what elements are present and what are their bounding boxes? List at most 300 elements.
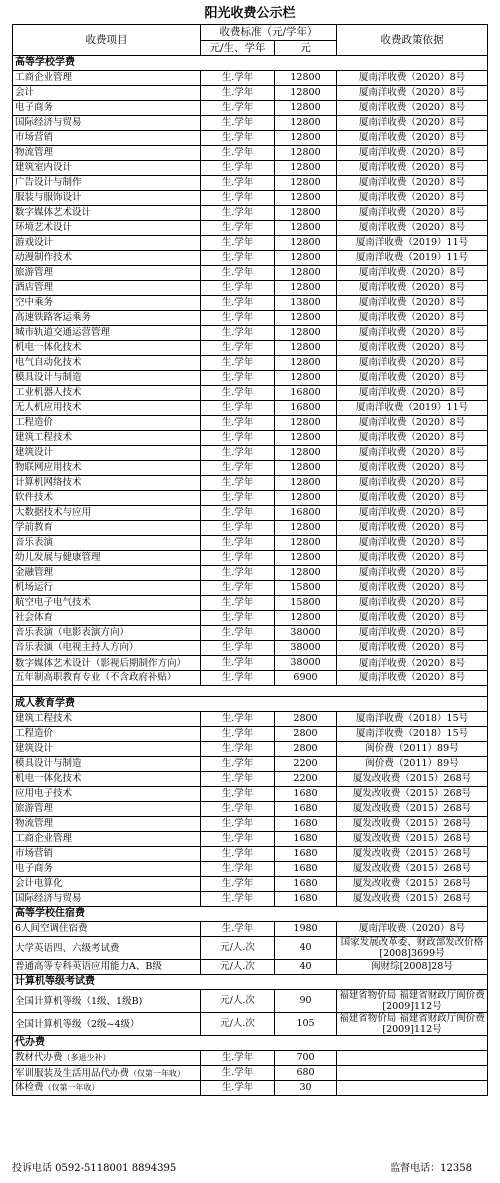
table-row bbox=[13, 446, 488, 461]
item-name: 会计 bbox=[15, 87, 35, 98]
table-row bbox=[13, 712, 488, 727]
cell-unit: 生.学年 bbox=[201, 296, 275, 311]
cell-unit: 生.学年 bbox=[201, 236, 275, 251]
table-row bbox=[13, 161, 488, 176]
cell-basis: 厦发改收费（2015）268号 bbox=[337, 892, 488, 907]
item-name: 空中乘务 bbox=[15, 297, 54, 308]
cell-basis: 厦南洋收费（2020）8号 bbox=[337, 326, 488, 341]
table-row bbox=[13, 832, 488, 847]
cell-basis: 福建省物价局 福建省财政厅闽价费[2009]112号 bbox=[337, 1013, 488, 1036]
cell-amount: 12800 bbox=[275, 71, 337, 86]
item-name: 国际经济与贸易 bbox=[15, 117, 82, 128]
table-row bbox=[13, 611, 488, 626]
item-name: 音乐表演 bbox=[15, 537, 54, 548]
table-row bbox=[13, 101, 488, 116]
cell-unit: 生.学年 bbox=[201, 131, 275, 146]
item-name: 机电一体化技术 bbox=[15, 773, 82, 784]
cell-amount: 12800 bbox=[275, 221, 337, 236]
cell-amount: 1680 bbox=[275, 892, 337, 907]
item-name: 建筑工程技术 bbox=[15, 432, 73, 443]
table-row bbox=[13, 326, 488, 341]
cell-amount: 12800 bbox=[275, 116, 337, 131]
cell-unit: 生.学年 bbox=[201, 787, 275, 802]
cell-unit: 生.学年 bbox=[201, 491, 275, 506]
cell-item bbox=[13, 326, 201, 341]
cell-amount: 12800 bbox=[275, 176, 337, 191]
cell-amount: 12800 bbox=[275, 86, 337, 101]
cell-basis: 厦南洋收费（2020）8号 bbox=[337, 296, 488, 311]
item-name: 物流管理 bbox=[15, 818, 54, 829]
cell-item bbox=[13, 787, 201, 802]
cell-basis: 厦南洋收费（2020）8号 bbox=[337, 922, 488, 937]
cell-basis: 厦南洋收费（2020）8号 bbox=[337, 71, 488, 86]
cell-basis: 厦南洋收费（2019）11号 bbox=[337, 401, 488, 416]
item-name: 金融管理 bbox=[15, 567, 54, 578]
cell-basis: 厦南洋收费（2020）8号 bbox=[337, 521, 488, 536]
cell-item bbox=[13, 506, 201, 521]
item-name: 工程造价 bbox=[15, 417, 54, 428]
item-name: 建筑设计 bbox=[15, 447, 54, 458]
cell-item bbox=[13, 341, 201, 356]
cell-item bbox=[13, 817, 201, 832]
item-name: 数字媒体艺术设计 bbox=[15, 207, 92, 218]
cell-basis: 厦南洋收费（2020）8号 bbox=[337, 656, 488, 671]
table-row bbox=[13, 960, 488, 975]
section-title: 代办费 bbox=[13, 1036, 488, 1051]
cell-item bbox=[13, 371, 201, 386]
item-name: 市场营销 bbox=[15, 132, 54, 143]
cell-basis: 厦南洋收费（2020）8号 bbox=[337, 206, 488, 221]
cell-basis: 厦发改收费（2015）268号 bbox=[337, 877, 488, 892]
item-name: 城市轨道交通运营管理 bbox=[15, 327, 111, 338]
cell-unit: 元/人.次 bbox=[201, 1013, 275, 1036]
cell-basis: 厦南洋收费（2020）8号 bbox=[337, 596, 488, 611]
cell-unit: 生.学年 bbox=[201, 161, 275, 176]
section-gap bbox=[13, 686, 488, 697]
table-row bbox=[13, 191, 488, 206]
cell-unit: 生.学年 bbox=[201, 596, 275, 611]
cell-basis: 福建省物价局 福建省财政厅闽价费[2009]112号 bbox=[337, 990, 488, 1013]
cell-unit: 生.学年 bbox=[201, 371, 275, 386]
complaint-phone: 投诉电话 0592-5118001 8894395 bbox=[12, 1163, 177, 1174]
cell-basis: 厦南洋收费（2020）8号 bbox=[337, 581, 488, 596]
cell-basis: 闽财综[2008]28号 bbox=[337, 960, 488, 975]
cell-item bbox=[13, 86, 201, 101]
cell-basis: 厦发改收费（2015）268号 bbox=[337, 832, 488, 847]
cell-basis: 厦南洋收费（2019）11号 bbox=[337, 236, 488, 251]
cell-unit: 生.学年 bbox=[201, 101, 275, 116]
cell-unit: 生.学年 bbox=[201, 802, 275, 817]
table-row bbox=[13, 757, 488, 772]
cell-unit: 生.学年 bbox=[201, 146, 275, 161]
cell-item bbox=[13, 356, 201, 371]
cell-item bbox=[13, 757, 201, 772]
cell-item bbox=[13, 446, 201, 461]
item-name: 建筑工程技术 bbox=[15, 713, 73, 724]
cell-amount: 1680 bbox=[275, 802, 337, 817]
cell-amount: 1680 bbox=[275, 877, 337, 892]
table-row bbox=[13, 431, 488, 446]
cell-basis: 厦发改收费（2015）268号 bbox=[337, 862, 488, 877]
table-header-row bbox=[13, 25, 488, 41]
cell-item bbox=[13, 461, 201, 476]
item-name: 物流管理 bbox=[15, 147, 54, 158]
header-item: 收费项目 bbox=[13, 25, 201, 56]
table-row bbox=[13, 641, 488, 656]
cell-amount: 12800 bbox=[275, 266, 337, 281]
cell-unit: 生.学年 bbox=[201, 311, 275, 326]
item-name: 酒店管理 bbox=[15, 282, 54, 293]
item-name: 学前教育 bbox=[15, 522, 54, 533]
cell-unit: 生.学年 bbox=[201, 401, 275, 416]
fee-table bbox=[12, 24, 488, 1096]
cell-unit: 元/人.次 bbox=[201, 960, 275, 975]
cell-item bbox=[13, 251, 201, 266]
cell-amount: 2800 bbox=[275, 712, 337, 727]
cell-amount: 12800 bbox=[275, 416, 337, 431]
cell-amount: 1680 bbox=[275, 832, 337, 847]
cell-basis: 厦南洋收费（2020）8号 bbox=[337, 431, 488, 446]
cell-amount: 12800 bbox=[275, 491, 337, 506]
item-name: 大数据技术与应用 bbox=[15, 507, 92, 518]
cell-amount: 90 bbox=[275, 990, 337, 1013]
cell-amount: 12800 bbox=[275, 371, 337, 386]
cell-unit: 生.学年 bbox=[201, 176, 275, 191]
cell-unit: 生.学年 bbox=[201, 251, 275, 266]
table-row bbox=[13, 491, 488, 506]
cell-item bbox=[13, 431, 201, 446]
cell-basis: 厦南洋收费（2020）8号 bbox=[337, 191, 488, 206]
header-basis: 收费政策依据 bbox=[337, 25, 488, 56]
table-row bbox=[13, 131, 488, 146]
table-row bbox=[13, 251, 488, 266]
cell-item bbox=[13, 476, 201, 491]
item-note: （仅第一年收） bbox=[43, 1083, 100, 1092]
table-row bbox=[13, 1066, 488, 1081]
cell-basis: 国家发展改革委、财政部发改价格[2008]3699号 bbox=[337, 937, 488, 960]
cell-basis: 厦南洋收费（2020）8号 bbox=[337, 446, 488, 461]
cell-unit: 生.学年 bbox=[201, 266, 275, 281]
table-row bbox=[13, 772, 488, 787]
cell-basis: 厦南洋收费（2020）8号 bbox=[337, 461, 488, 476]
cell-item bbox=[13, 727, 201, 742]
cell-item bbox=[13, 401, 201, 416]
cell-unit: 生.学年 bbox=[201, 757, 275, 772]
cell-amount: 1680 bbox=[275, 862, 337, 877]
cell-item bbox=[13, 641, 201, 656]
cell-amount: 38000 bbox=[275, 641, 337, 656]
cell-unit: 生.学年 bbox=[201, 626, 275, 641]
cell-basis: 厦南洋收费（2020）8号 bbox=[337, 551, 488, 566]
table-row bbox=[13, 742, 488, 757]
cell-amount: 12800 bbox=[275, 281, 337, 296]
cell-amount: 12800 bbox=[275, 356, 337, 371]
cell-basis: 厦南洋收费（2020）8号 bbox=[337, 671, 488, 686]
cell-basis bbox=[337, 1066, 488, 1081]
cell-item bbox=[13, 626, 201, 641]
cell-item bbox=[13, 1051, 201, 1066]
cell-item bbox=[13, 712, 201, 727]
cell-unit: 生.学年 bbox=[201, 341, 275, 356]
table-row bbox=[13, 596, 488, 611]
cell-item bbox=[13, 416, 201, 431]
cell-amount: 12800 bbox=[275, 161, 337, 176]
table-row bbox=[13, 356, 488, 371]
cell-basis: 厦发改收费（2015）268号 bbox=[337, 787, 488, 802]
cell-amount: 2200 bbox=[275, 772, 337, 787]
cell-amount: 1980 bbox=[275, 922, 337, 937]
cell-unit: 生.学年 bbox=[201, 1066, 275, 1081]
cell-amount: 105 bbox=[275, 1013, 337, 1036]
item-name: 数字媒体艺术设计（影视后期制作方向） bbox=[15, 657, 187, 669]
cell-unit: 生.学年 bbox=[201, 566, 275, 581]
cell-basis: 厦南洋收费（2020）8号 bbox=[337, 371, 488, 386]
table-row bbox=[13, 877, 488, 892]
cell-item bbox=[13, 521, 201, 536]
cell-item bbox=[13, 877, 201, 892]
cell-unit: 元/人.次 bbox=[201, 990, 275, 1013]
cell-basis bbox=[337, 1081, 488, 1096]
cell-item bbox=[13, 671, 201, 686]
item-name: 建筑设计 bbox=[15, 743, 54, 754]
item-name: 服装与服饰设计 bbox=[15, 192, 82, 203]
table-row bbox=[13, 862, 488, 877]
cell-basis: 厦发改收费（2015）268号 bbox=[337, 802, 488, 817]
item-name: 游戏设计 bbox=[15, 237, 54, 248]
cell-amount: 13800 bbox=[275, 296, 337, 311]
table-row bbox=[13, 566, 488, 581]
item-name: 机电一体化技术 bbox=[15, 342, 82, 353]
table-row bbox=[13, 802, 488, 817]
cell-item bbox=[13, 862, 201, 877]
item-name: 6人间空调住宿费 bbox=[15, 923, 88, 934]
table-row bbox=[13, 236, 488, 251]
cell-item bbox=[13, 581, 201, 596]
cell-amount: 12800 bbox=[275, 566, 337, 581]
cell-amount: 2800 bbox=[275, 742, 337, 757]
cell-item bbox=[13, 656, 201, 671]
cell-unit: 生.学年 bbox=[201, 551, 275, 566]
cell-basis: 厦南洋收费（2020）8号 bbox=[337, 311, 488, 326]
item-name: 全国计算机等级（1级、1级B) bbox=[15, 995, 143, 1007]
section-title: 成人教育学费 bbox=[13, 697, 488, 712]
cell-unit: 生.学年 bbox=[201, 862, 275, 877]
table-row bbox=[13, 817, 488, 832]
cell-basis: 厦南洋收费（2020）8号 bbox=[337, 341, 488, 356]
cell-basis: 厦南洋收费（2020）8号 bbox=[337, 536, 488, 551]
item-name: 工程造价 bbox=[15, 728, 54, 739]
item-name: 广告设计与制作 bbox=[15, 177, 82, 188]
cell-item bbox=[13, 161, 201, 176]
cell-amount: 1680 bbox=[275, 787, 337, 802]
table-row bbox=[13, 1081, 488, 1096]
item-name: 全国计算机等级（2级~4级） bbox=[15, 1018, 140, 1030]
cell-basis: 厦南洋收费（2020）8号 bbox=[337, 416, 488, 431]
item-name: 软件技术 bbox=[15, 492, 54, 503]
cell-basis: 闽价费（2011）89号 bbox=[337, 742, 488, 757]
section-header-row bbox=[13, 56, 488, 71]
cell-item bbox=[13, 491, 201, 506]
item-name: 模具设计与制造 bbox=[15, 758, 82, 769]
cell-item bbox=[13, 386, 201, 401]
cell-item bbox=[13, 772, 201, 787]
item-name: 大学英语四、六级考试费 bbox=[15, 942, 120, 954]
cell-unit: 生.学年 bbox=[201, 892, 275, 907]
cell-item bbox=[13, 742, 201, 757]
item-name: 工商企业管理 bbox=[15, 72, 73, 83]
cell-basis: 厦南洋收费（2020）8号 bbox=[337, 161, 488, 176]
cell-item bbox=[13, 960, 201, 975]
cell-amount: 12800 bbox=[275, 431, 337, 446]
cell-basis bbox=[337, 1051, 488, 1066]
cell-basis: 闽价费（2011）89号 bbox=[337, 757, 488, 772]
cell-item bbox=[13, 990, 201, 1013]
cell-unit: 生.学年 bbox=[201, 922, 275, 937]
cell-item bbox=[13, 551, 201, 566]
cell-amount: 15800 bbox=[275, 596, 337, 611]
cell-amount: 30 bbox=[275, 1081, 337, 1096]
section-header-row bbox=[13, 975, 488, 990]
cell-basis: 厦南洋收费（2020）8号 bbox=[337, 176, 488, 191]
table-row bbox=[13, 86, 488, 101]
cell-amount: 12800 bbox=[275, 326, 337, 341]
cell-amount: 12800 bbox=[275, 536, 337, 551]
item-name: 环境艺术设计 bbox=[15, 222, 73, 233]
cell-unit: 生.学年 bbox=[201, 506, 275, 521]
table-row bbox=[13, 937, 488, 960]
cell-unit: 生.学年 bbox=[201, 356, 275, 371]
cell-amount: 12800 bbox=[275, 131, 337, 146]
cell-basis: 厦南洋收费（2020）8号 bbox=[337, 611, 488, 626]
cell-unit: 生.学年 bbox=[201, 727, 275, 742]
item-name: 国际经济与贸易 bbox=[15, 893, 82, 904]
cell-unit: 生.学年 bbox=[201, 431, 275, 446]
cell-unit: 生.学年 bbox=[201, 446, 275, 461]
item-name: 旅游管理 bbox=[15, 803, 54, 814]
header-amount: 元 bbox=[275, 40, 337, 56]
cell-unit: 生.学年 bbox=[201, 742, 275, 757]
item-name: 模具设计与制造 bbox=[15, 372, 82, 383]
cell-item bbox=[13, 536, 201, 551]
table-row bbox=[13, 521, 488, 536]
cell-unit: 生.学年 bbox=[201, 71, 275, 86]
item-name: 航空电子电气技术 bbox=[15, 597, 92, 608]
cell-amount: 40 bbox=[275, 960, 337, 975]
item-name: 物联网应用技术 bbox=[15, 462, 82, 473]
cell-unit: 生.学年 bbox=[201, 416, 275, 431]
item-name: 会计电算化 bbox=[15, 878, 63, 889]
cell-item bbox=[13, 101, 201, 116]
cell-item bbox=[13, 611, 201, 626]
cell-item bbox=[13, 802, 201, 817]
cell-item bbox=[13, 1066, 201, 1081]
cell-unit: 生.学年 bbox=[201, 641, 275, 656]
cell-basis: 厦南洋收费（2020）8号 bbox=[337, 266, 488, 281]
table-row bbox=[13, 536, 488, 551]
cell-amount: 12800 bbox=[275, 341, 337, 356]
cell-basis: 厦南洋收费（2020）8号 bbox=[337, 356, 488, 371]
item-name: 普通高等专科英语应用能力A、B级 bbox=[15, 961, 162, 972]
cell-amount: 12800 bbox=[275, 551, 337, 566]
item-name: 五年制高职教育专业（不含政府补贴） bbox=[15, 672, 177, 683]
cell-unit: 生.学年 bbox=[201, 86, 275, 101]
cell-item bbox=[13, 596, 201, 611]
cell-basis: 厦南洋收费（2020）8号 bbox=[337, 101, 488, 116]
item-name: 工业机器人技术 bbox=[15, 387, 82, 398]
table-row bbox=[13, 176, 488, 191]
cell-basis: 厦南洋收费（2018）15号 bbox=[337, 727, 488, 742]
cell-amount: 12800 bbox=[275, 476, 337, 491]
cell-item bbox=[13, 1013, 201, 1036]
cell-amount: 12800 bbox=[275, 461, 337, 476]
cell-amount: 12800 bbox=[275, 251, 337, 266]
cell-basis: 厦南洋收费（2020）8号 bbox=[337, 281, 488, 296]
item-name: 电子商务 bbox=[15, 863, 54, 874]
cell-basis: 厦南洋收费（2020）8号 bbox=[337, 86, 488, 101]
cell-unit: 生.学年 bbox=[201, 386, 275, 401]
table-row bbox=[13, 341, 488, 356]
cell-basis: 厦发改收费（2015）268号 bbox=[337, 817, 488, 832]
table-row bbox=[13, 296, 488, 311]
table-row bbox=[13, 671, 488, 686]
table-row bbox=[13, 922, 488, 937]
cell-basis: 厦南洋收费（2020）8号 bbox=[337, 146, 488, 161]
item-name: 应用电子技术 bbox=[15, 788, 73, 799]
cell-amount: 16800 bbox=[275, 506, 337, 521]
cell-unit: 生.学年 bbox=[201, 772, 275, 787]
cell-unit: 生.学年 bbox=[201, 817, 275, 832]
cell-unit: 生.学年 bbox=[201, 221, 275, 236]
cell-item bbox=[13, 892, 201, 907]
cell-basis: 厦南洋收费（2020）8号 bbox=[337, 116, 488, 131]
cell-amount: 38000 bbox=[275, 626, 337, 641]
item-note: （仅第一年收） bbox=[129, 1068, 186, 1078]
cell-item bbox=[13, 266, 201, 281]
cell-item bbox=[13, 146, 201, 161]
cell-basis: 厦南洋收费（2019）11号 bbox=[337, 251, 488, 266]
item-name: 军训服装及生活用品代办费 bbox=[15, 1067, 130, 1079]
table-row bbox=[13, 581, 488, 596]
cell-item bbox=[13, 221, 201, 236]
item-name: 建筑室内设计 bbox=[15, 162, 73, 173]
cell-amount: 2800 bbox=[275, 727, 337, 742]
section-header-row bbox=[13, 1036, 488, 1051]
cell-item bbox=[13, 937, 201, 960]
cell-unit: 生.学年 bbox=[201, 191, 275, 206]
header-unit: 元/生、学年 bbox=[201, 40, 275, 56]
item-name: 电气自动化技术 bbox=[15, 357, 82, 368]
table-row bbox=[13, 206, 488, 221]
cell-unit: 生.学年 bbox=[201, 326, 275, 341]
item-name: 无人机应用技术 bbox=[15, 402, 82, 413]
item-name: 旅游管理 bbox=[15, 267, 54, 278]
cell-unit: 生.学年 bbox=[201, 656, 275, 671]
cell-unit: 生.学年 bbox=[201, 847, 275, 862]
table-row bbox=[13, 727, 488, 742]
item-name: 教材代办费 bbox=[15, 1052, 63, 1063]
item-name: 动漫制作技术 bbox=[15, 252, 73, 263]
cell-unit: 生.学年 bbox=[201, 476, 275, 491]
item-name: 计算机网络技术 bbox=[15, 477, 82, 488]
cell-unit: 生.学年 bbox=[201, 281, 275, 296]
cell-amount: 2200 bbox=[275, 757, 337, 772]
page-title: 阳光收费公示栏 bbox=[204, 6, 296, 21]
cell-item bbox=[13, 116, 201, 131]
cell-basis: 厦南洋收费（2018）15号 bbox=[337, 712, 488, 727]
cell-amount: 40 bbox=[275, 937, 337, 960]
cell-basis: 厦南洋收费（2020）8号 bbox=[337, 626, 488, 641]
cell-unit: 元/人.次 bbox=[201, 937, 275, 960]
